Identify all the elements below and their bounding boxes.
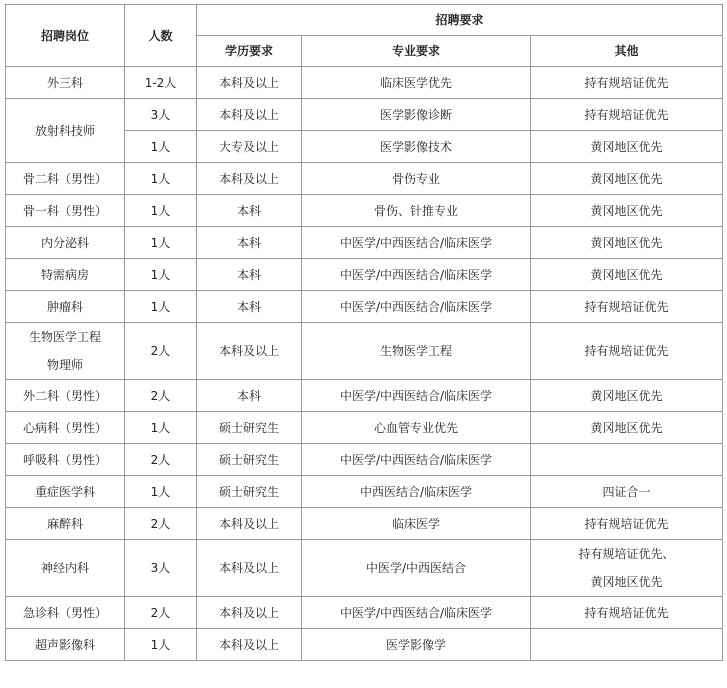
education-cell: 本科及以上 [197,323,302,380]
other-cell: 持有规培证优先 [531,291,723,323]
other-cell: 黄冈地区优先 [531,380,723,412]
table-row [6,323,723,380]
education-cell: 本科及以上 [197,67,302,99]
other-cell [531,629,723,661]
other-cell: 持有规培证优先 [531,508,723,540]
count-cell: 2人 [125,380,197,412]
position-cell: 超声影像科 [6,629,125,661]
education-cell: 本科 [197,291,302,323]
table-row [6,67,723,99]
major-cell: 骨伤专业 [302,163,531,195]
other-cell: 黄冈地区优先 [531,131,723,163]
major-cell: 临床医学优先 [302,67,531,99]
other-cell: 黄冈地区优先 [531,163,723,195]
position-cell [6,323,125,380]
position-cell: 急诊科（男性） [6,597,125,629]
header-education: 学历要求 [197,36,302,67]
table-row [6,629,723,661]
position-cell: 重症医学科 [6,476,125,508]
count-cell: 1人 [125,259,197,291]
major-cell: 中医学/中西医结合/临床医学 [302,380,531,412]
header-other: 其他 [531,36,723,67]
table-row [6,291,723,323]
education-cell: 本科及以上 [197,597,302,629]
table-row [6,227,723,259]
other-cell: 持有规培证优先 [531,67,723,99]
major-cell: 中西医结合/临床医学 [302,476,531,508]
major-cell: 心血管专业优先 [302,412,531,444]
education-cell: 本科 [197,227,302,259]
major-cell: 医学影像技术 [302,131,531,163]
position-cell: 麻醉科 [6,508,125,540]
table-row [6,163,723,195]
education-cell: 大专及以上 [197,131,302,163]
major-cell: 中医学/中西医结合/临床医学 [302,444,531,476]
other-cell: 黄冈地区优先 [531,412,723,444]
count-cell: 2人 [125,323,197,380]
major-cell: 中医学/中西医结合/临床医学 [302,227,531,259]
other-cell [531,540,723,597]
education-cell: 本科及以上 [197,508,302,540]
count-cell: 1人 [125,195,197,227]
major-cell: 中医学/中西医结合/临床医学 [302,291,531,323]
count-cell: 1人 [125,291,197,323]
education-cell: 本科 [197,195,302,227]
position-cell: 呼吸科（男性） [6,444,125,476]
position-line: 生物医学工程 [28,330,101,344]
header-count: 人数 [125,5,197,67]
other-cell: 四证合一 [531,476,723,508]
other-line: 黄冈地区优先 [590,575,663,589]
position-cell: 外三科 [6,67,125,99]
count-cell: 3人 [125,99,197,131]
major-cell: 临床医学 [302,508,531,540]
count-cell: 1人 [125,227,197,259]
position-cell: 放射科技师 [6,99,125,163]
table-row [6,540,723,597]
table-row [6,259,723,291]
position-cell: 特需病房 [6,259,125,291]
major-cell: 中医学/中西医结合/临床医学 [302,259,531,291]
major-cell: 医学影像诊断 [302,99,531,131]
major-cell: 骨伤、针推专业 [302,195,531,227]
other-cell: 持有规培证优先 [531,597,723,629]
other-cell [531,444,723,476]
count-cell: 3人 [125,540,197,597]
other-cell: 黄冈地区优先 [531,227,723,259]
recruitment-table [5,4,723,661]
table-row [6,476,723,508]
major-cell: 生物医学工程 [302,323,531,380]
education-cell: 硕士研究生 [197,476,302,508]
major-cell: 中医学/中西医结合/临床医学 [302,597,531,629]
position-cell: 骨二科（男性） [6,163,125,195]
education-cell: 本科及以上 [197,99,302,131]
table-row [6,597,723,629]
count-cell: 1-2人 [125,67,197,99]
table-row [6,195,723,227]
education-cell: 硕士研究生 [197,444,302,476]
header-requirements: 招聘要求 [197,5,723,36]
education-cell: 本科 [197,380,302,412]
table-row [6,444,723,476]
position-line: 物理师 [46,358,83,372]
position-cell: 内分泌科 [6,227,125,259]
count-cell: 2人 [125,597,197,629]
count-cell: 2人 [125,444,197,476]
table-row [6,99,723,131]
other-line: 持有规培证优先、 [578,547,675,561]
other-cell: 黄冈地区优先 [531,195,723,227]
other-cell: 黄冈地区优先 [531,259,723,291]
position-cell: 神经内科 [6,540,125,597]
position-cell: 肿瘤科 [6,291,125,323]
other-cell: 持有规培证优先 [531,323,723,380]
count-cell: 1人 [125,131,197,163]
count-cell: 1人 [125,163,197,195]
education-cell: 硕士研究生 [197,412,302,444]
header-major: 专业要求 [302,36,531,67]
position-cell: 骨一科（男性） [6,195,125,227]
position-cell: 心病科（男性） [6,412,125,444]
position-cell: 外二科（男性） [6,380,125,412]
count-cell: 1人 [125,476,197,508]
education-cell: 本科及以上 [197,629,302,661]
count-cell: 1人 [125,629,197,661]
major-cell: 中医学/中西医结合 [302,540,531,597]
table-row [6,508,723,540]
header-position: 招聘岗位 [6,5,125,67]
count-cell: 2人 [125,508,197,540]
count-cell: 1人 [125,412,197,444]
table-row [6,380,723,412]
education-cell: 本科及以上 [197,540,302,597]
major-cell: 医学影像学 [302,629,531,661]
education-cell: 本科及以上 [197,163,302,195]
table-row [6,412,723,444]
education-cell: 本科 [197,259,302,291]
other-cell: 持有规培证优先 [531,99,723,131]
